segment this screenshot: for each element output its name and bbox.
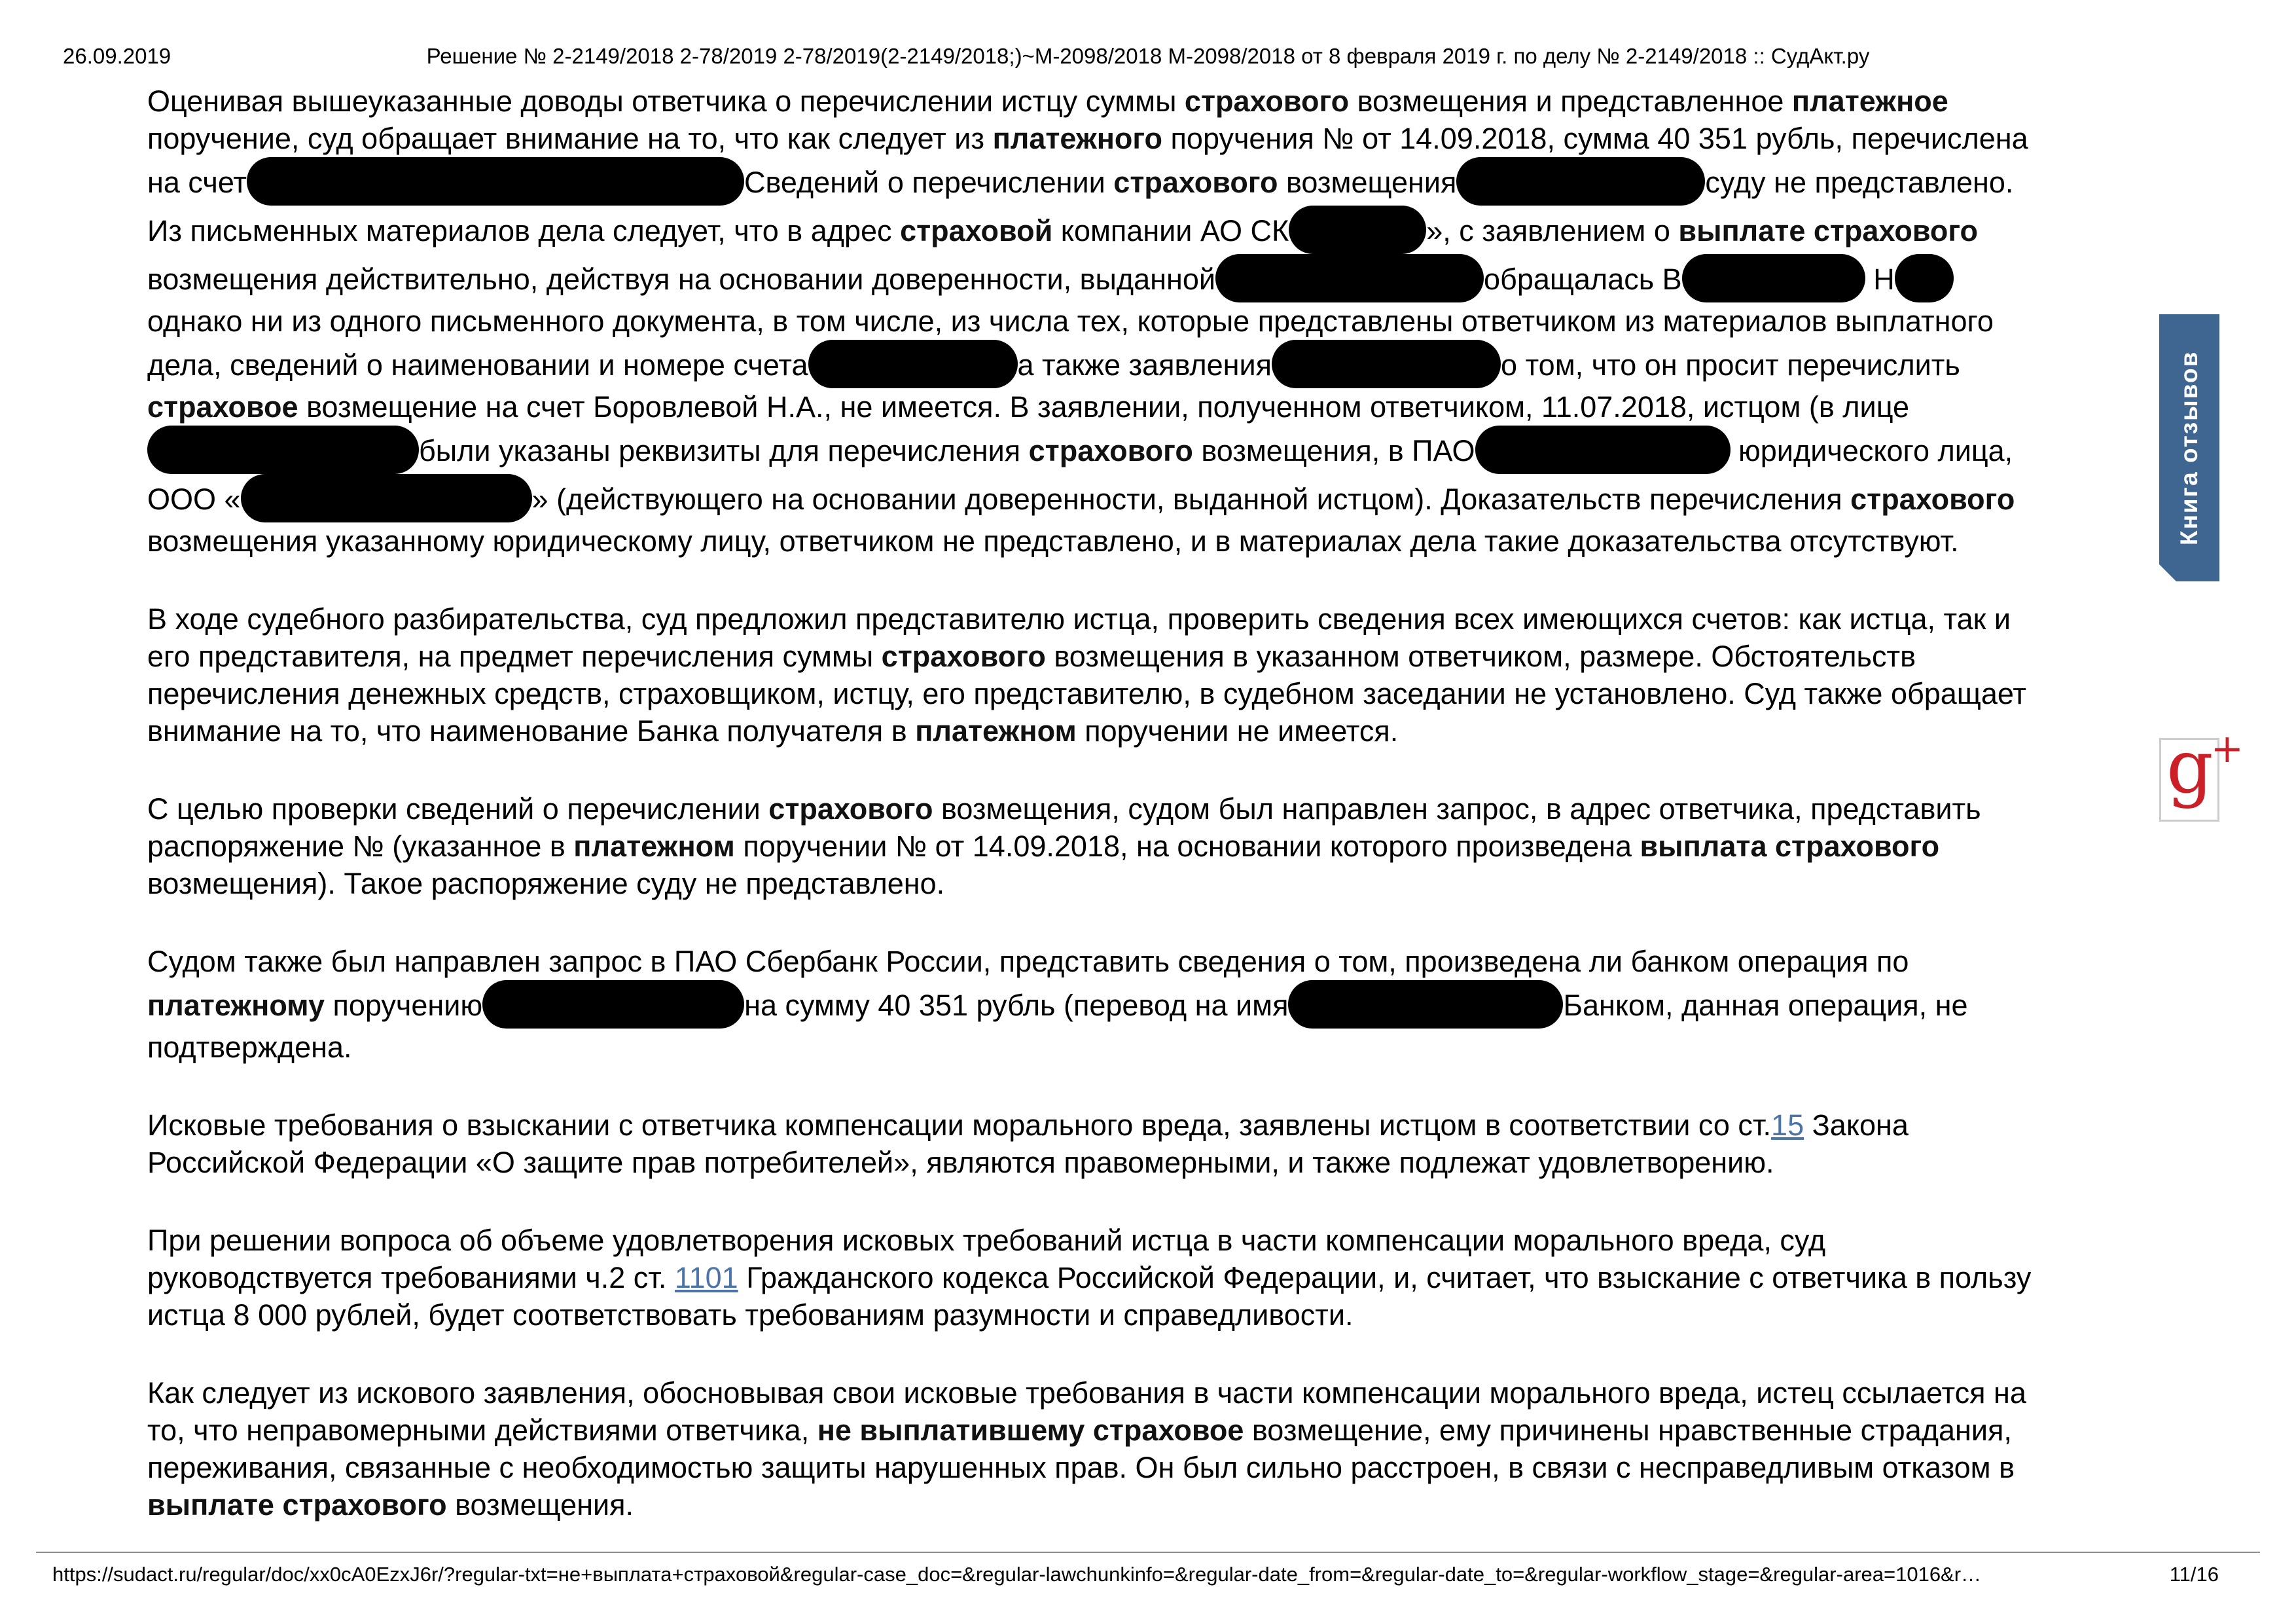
paragraph: [147, 82, 2049, 560]
body-text: возмещение на счет Боровлевой Н.А., не имеется. В заявлении, полученном ответчиком, 11.07.2018, истцом (в лице: [298, 390, 1909, 424]
law-article-link[interactable]: 15: [1771, 1108, 1804, 1142]
redaction-bar: [1288, 980, 1563, 1029]
body-text: возмещения указанному юридическому лицу, ответчиком не представлено, и в материалах дела такие доказательства отсутствуют.: [147, 524, 1959, 558]
redaction-bar: [1895, 254, 1954, 302]
search-term-bold: платежное: [1791, 84, 1948, 118]
body-text: возмещения.: [446, 1488, 634, 1522]
body-text: Оценивая вышеуказанные доводы ответчика о перечислении истцу суммы: [147, 84, 1185, 118]
document-body: [147, 82, 2049, 1564]
search-term-bold: не выплатившему страховое: [817, 1413, 1244, 1447]
body-text: Закона Российской Федерации «О защите прав потребителей», являются правомерными, и также подлежат удовлетворению.: [147, 1108, 1909, 1179]
body-text: поручению: [324, 989, 483, 1022]
body-text: возмещения в указанном ответчиком, размере. Обстоятельств перечисления денежных средств, страховщиком, истцу, его представителю, в судебном заседании не установлено. Суд также обращает внимание на то, что наименование Банка получателя в: [147, 640, 2026, 748]
redaction-bar: [247, 157, 744, 206]
paragraph: [147, 1222, 2049, 1334]
search-term-bold: выплате страхового: [147, 1488, 447, 1522]
body-text: Гражданского кодекса Российской Федерации, и, считает, что взыскание с ответчика в пользу истца 8 000 рублей, будет соответствовать требованиям разумности и справедливости.: [147, 1261, 2032, 1332]
page-number: 11/16: [2169, 1563, 2219, 1586]
print-footer: [52, 1562, 2219, 1587]
search-term-bold: платежному: [147, 989, 325, 1022]
law-article-link[interactable]: 1101: [674, 1261, 738, 1294]
body-text: Как следует из искового заявления, обосновывая свои исковые требования в части компенсации морального вреда, истец ссылается на то, что неправомерными действиями ответчика,: [147, 1376, 2026, 1447]
body-text: однако ни из одного письменного документа, в том числе, из числа тех, которые представлены ответчиком из материалов выплатного дела, сведений о наименовании и номере счета: [147, 304, 1994, 382]
redaction-bar: [241, 474, 532, 522]
body-text: В ходе судебного разбирательства, суд предложил представителю истца, проверить сведения всех имеющихся счетов: как истца, так и его представителя, на предмет перечисления суммы: [147, 602, 2011, 673]
body-text: поручении № от 14.09.2018, на основании которого произведена: [734, 830, 1640, 863]
body-text: Исковые требования о взыскании с ответчика компенсации морального вреда, заявлены истцом в соответствии со ст.: [147, 1108, 1772, 1142]
search-term-bold: страхового: [768, 792, 933, 826]
body-text: о том, что он просит перечислить: [1501, 348, 1960, 382]
ribbon-fold: [2159, 564, 2176, 581]
redaction-bar: [147, 426, 419, 474]
body-text: суду не представлено. Из письменных материалов дела следует, что в адрес: [147, 166, 2014, 247]
body-text: возмещения действительно, действуя на основании доверенности, выданной: [147, 263, 1216, 296]
search-term-bold: платежном: [573, 830, 735, 863]
search-term-bold: страховой: [900, 214, 1053, 247]
paragraph: [147, 600, 2049, 750]
redaction-bar: [482, 980, 744, 1029]
paragraph: [147, 943, 2049, 1066]
print-header: [0, 43, 2296, 69]
paragraph: [147, 1106, 2049, 1181]
body-text: » (действующего на основании доверенности, выданной истцом). Доказательств перечисления: [531, 483, 1851, 516]
body-text: на сумму 40 351 рубль (перевод на имя: [744, 989, 1289, 1022]
search-term-bold: страхового: [1028, 434, 1193, 467]
search-term-bold: страхового: [881, 640, 1046, 673]
paragraph: [147, 790, 2049, 902]
search-term-bold: платежного: [992, 122, 1163, 155]
body-text: С целью проверки сведений о перечислении: [147, 792, 769, 826]
redaction-bar: [1456, 157, 1705, 206]
google-plus-button[interactable]: [2159, 725, 2244, 822]
body-text: поручение, суд обращает внимание на то, что как следует из: [147, 122, 993, 155]
redaction-bar: [1682, 254, 1865, 302]
feedback-banner-label: Книга отзывов: [2176, 350, 2202, 545]
body-text: обращалась В: [1484, 263, 1682, 296]
body-text: поручении не имеется.: [1076, 714, 1399, 748]
body-text: Сведений о перечислении: [744, 166, 1114, 199]
search-term-bold: страховое: [147, 390, 298, 424]
search-term-bold: выплата страхового: [1640, 830, 1940, 863]
body-text: Н: [1865, 263, 1895, 296]
footer-divider: [36, 1552, 2260, 1553]
body-text: поручения № от 14.09.2018, сумма 40 351 рубль, перечислена на счет: [147, 122, 2028, 199]
body-text: Судом также был направлен запрос в ПАО Сбербанк России, представить сведения о том, произведена ли банком операция по: [147, 945, 1909, 978]
search-term-bold: страхового: [1184, 84, 1350, 118]
redaction-bar: [1475, 426, 1731, 474]
body-text: возмещения: [1278, 166, 1457, 199]
paragraph: [147, 1374, 2049, 1523]
google-plus-icon: g+: [2166, 725, 2244, 810]
body-text: возмещения, судом был направлен запрос, в адрес ответчика, представить распоряжение № (указанное в: [147, 792, 1981, 863]
search-term-bold: страхового: [1113, 166, 1278, 199]
body-text: юридического лица, ООО «: [147, 434, 2013, 516]
body-text: возмещения и представленное: [1349, 84, 1792, 118]
print-date: 26.09.2019: [63, 44, 171, 68]
body-text: », с заявлением о: [1426, 214, 1679, 247]
search-term-bold: страхового: [1850, 483, 2015, 516]
body-text: При решении вопроса об объеме удовлетворения исковых требований истца в части компенсации морального вреда, суд руководствуется требованиями ч.2 ст.: [147, 1224, 1826, 1294]
body-text: а также заявления: [1017, 348, 1272, 382]
footer-url: https://sudact.ru/regular/doc/xx0cA0EzxJ6r/?regular-txt=не+выплата+страховой&regular-case_doc=&regular-lawchunkinfo=&regular-date_from=&regular-date_to=&regular-workflow_stage=&regular-area=1016&r…: [52, 1563, 1982, 1586]
body-text: возмещения, в ПАО: [1193, 434, 1475, 467]
body-text: компании АО СК: [1052, 214, 1289, 247]
body-text: Банком, данная операция, не подтверждена.: [147, 989, 1968, 1064]
search-term-bold: выплате страхового: [1678, 214, 1979, 247]
document-title: Решение № 2-2149/2018 2-78/2019 2-78/2019(2-2149/2018;)~М-2098/2018 М-2098/2018 от 8 февраля 2019 г. по делу № 2-2149/2018 :: СудАкт.ру: [426, 44, 1870, 68]
body-text: были указаны реквизиты для перечисления: [419, 434, 1029, 467]
body-text: возмещения). Такое распоряжение суду не представлено.: [147, 867, 945, 900]
search-term-bold: платежном: [915, 714, 1077, 748]
redaction-bar: [1215, 254, 1484, 302]
redaction-bar: [808, 340, 1018, 388]
body-text: возмещение, ему причинены нравственные страдания, переживания, связанные с необходимостью защиты нарушенных прав. Он был сильно расстроен, в связи с несправедливым отказом в: [147, 1413, 2015, 1484]
feedback-banner[interactable]: [2159, 314, 2219, 581]
redaction-bar: [1289, 206, 1426, 254]
redaction-bar: [1272, 340, 1501, 388]
